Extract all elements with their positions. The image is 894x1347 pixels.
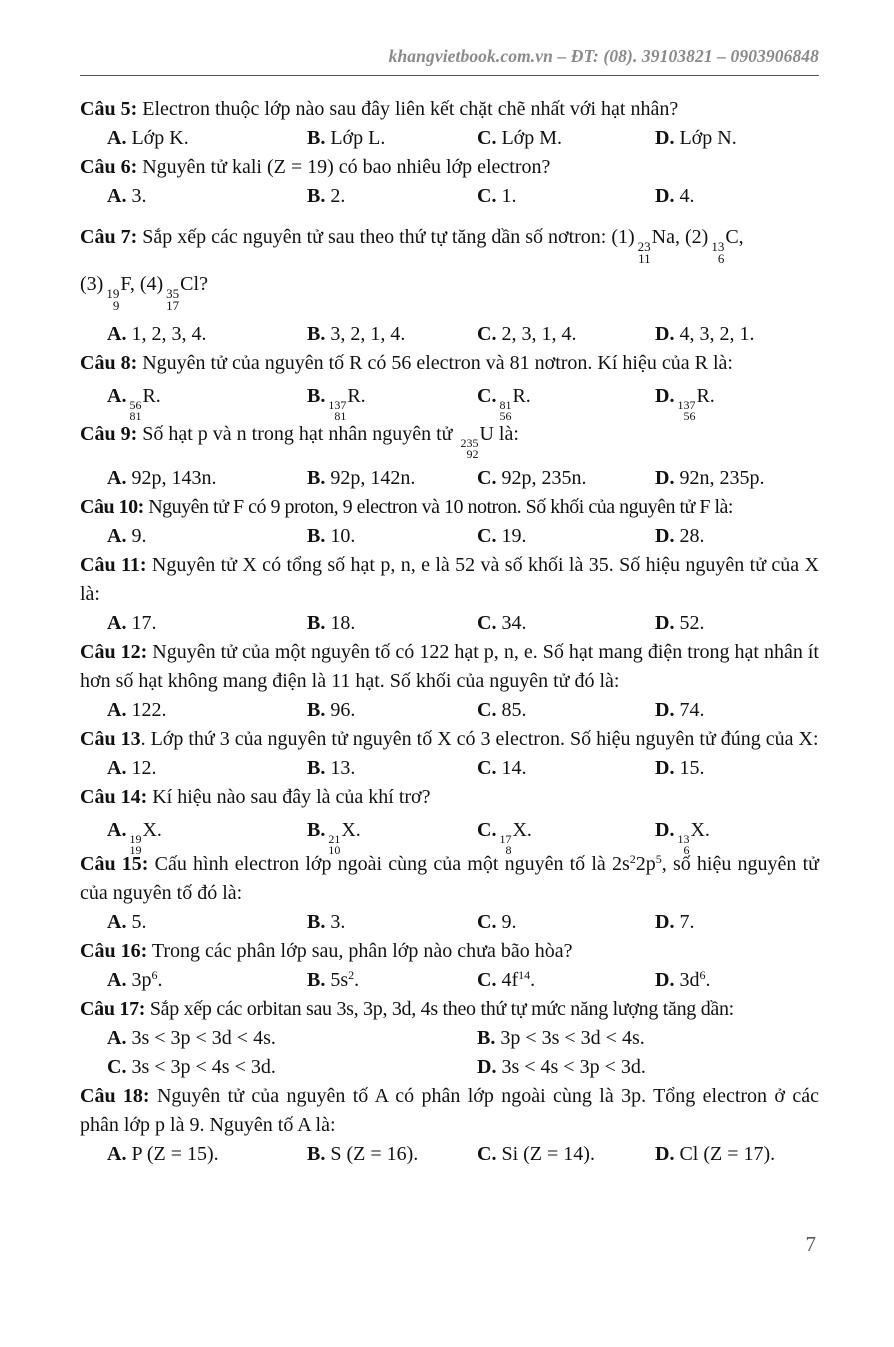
question-label: Câu 14:	[80, 786, 148, 808]
options-18	[80, 1140, 819, 1169]
option-d[interactable]: D. 4, 3, 2, 1.	[655, 323, 755, 345]
option-a[interactable]: A. 19 19 X.	[107, 819, 162, 857]
question-label: Câu 17:	[80, 998, 146, 1020]
options-17-row1	[80, 1024, 819, 1053]
option-a[interactable]: A. 17.	[107, 612, 157, 634]
options-13	[80, 754, 819, 783]
option-a[interactable]: A. 1, 2, 3, 4.	[107, 323, 207, 345]
question-text: Nguyên tử F có 9 proton, 9 electron và 10 notron. Số khối của nguyên tử F là:	[143, 496, 733, 518]
option-c[interactable]: C. 19.	[477, 525, 527, 547]
option-d[interactable]: D. 4.	[655, 185, 695, 207]
option-c[interactable]: C. 3s < 3p < 4s < 3d.	[107, 1056, 276, 1078]
option-c[interactable]: C. Si (Z = 14).	[477, 1143, 595, 1165]
option-b[interactable]: B. 2.	[307, 185, 346, 207]
question-15: Câu 15: Cấu hình electron lớp ngoài cùng của một nguyên tố là $2s^22p^5$, số hiệu nguyên tử của nguyên tố đó là:	[80, 852, 820, 904]
page-number: 7	[805, 1232, 816, 1256]
option-a[interactable]: A. 5.	[107, 911, 147, 933]
option-d[interactable]: D. Cl (Z = 17).	[655, 1143, 776, 1165]
option-b[interactable]: B. 92p, 142n.	[307, 467, 416, 489]
question-text: Nguyên tử kali (Z = 19) có bao nhiêu lớp electron?	[137, 156, 551, 178]
option-b[interactable]: B. S (Z = 16).	[307, 1143, 419, 1165]
option-b[interactable]: B. $5s^2$.	[307, 968, 360, 991]
options-9	[80, 464, 819, 493]
question-6	[80, 153, 819, 182]
header-rule	[80, 75, 819, 76]
question-text: Electron thuộc lớp nào sau đây liên kết chặt chẽ nhất với hạt nhân?	[137, 98, 679, 120]
option-a[interactable]: A. 9.	[107, 525, 147, 547]
option-a[interactable]: A. 3s < 3p < 3d < 4s.	[107, 1027, 276, 1049]
options-17-row2	[80, 1053, 819, 1082]
option-d[interactable]: D. 13 6 X.	[655, 819, 710, 857]
question-label: Câu 9:	[80, 423, 138, 445]
question-label: Câu 8:	[80, 352, 138, 374]
option-d[interactable]: D. 28.	[655, 525, 705, 547]
question-label: Câu 11:	[80, 554, 147, 576]
option-d[interactable]: D. 3s < 4s < 3p < 3d.	[477, 1056, 646, 1078]
option-c[interactable]: C. 34.	[477, 612, 527, 634]
question-label: Câu 5:	[80, 98, 138, 120]
option-c[interactable]: C. 14.	[477, 757, 527, 779]
option-b[interactable]: B. 18.	[307, 612, 356, 634]
question-11	[80, 551, 819, 609]
option-a[interactable]: A. 92p, 143n.	[107, 467, 217, 489]
question-9: Câu 9: Số hạt p và n trong hạt nhân nguyên tử 235 92 U là:	[80, 423, 519, 461]
question-text: Sắp xếp các nguyên tử sau theo thứ tự tăng dần số nơtron: (1)	[137, 226, 635, 248]
question-label: Câu 6:	[80, 156, 138, 178]
question-text: Nguyên tử của một nguyên tố có 122 hạt p, n, e. Số hạt mang điện trong hạt nhân ít hơn số hạt không mang điện là 11 hạt. Số khối của nguyên tử đó là:	[80, 641, 819, 692]
option-d[interactable]: D. 92n, 235p.	[655, 467, 765, 489]
question-text: Nguyên tử của nguyên tố R có 56 electron và 81 nơtron. Kí hiệu của R là:	[137, 352, 733, 374]
option-d[interactable]: D. 52.	[655, 612, 705, 634]
option-b[interactable]: B. 3, 2, 1, 4.	[307, 323, 406, 345]
option-a[interactable]: A. P (Z = 15).	[107, 1143, 219, 1165]
option-c[interactable]: C. 1.	[477, 185, 517, 207]
option-a[interactable]: A. 3.	[107, 185, 147, 207]
option-d[interactable]: D. 74.	[655, 699, 705, 721]
option-b[interactable]: B. 3.	[307, 911, 346, 933]
options-8	[80, 382, 819, 423]
options-11	[80, 609, 819, 638]
question-17	[80, 995, 819, 1024]
question-text: Nguyên tử X có tổng số hạt p, n, e là 52 và số khối là 35. Số hiệu nguyên tử của X là:	[80, 554, 819, 605]
option-b[interactable]: B. 137 81 R.	[307, 385, 366, 423]
options-6	[80, 182, 819, 211]
option-c[interactable]: C. 85.	[477, 699, 527, 721]
option-c[interactable]: C. 92p, 235n.	[477, 467, 587, 489]
question-label: Câu 18:	[80, 1085, 150, 1107]
option-d[interactable]: D. 7.	[655, 911, 695, 933]
question-14	[80, 783, 819, 812]
nuclide-c: 13 6	[711, 239, 725, 266]
question-list	[80, 95, 819, 1169]
option-c[interactable]: C. 81 56 R.	[477, 385, 531, 423]
option-b[interactable]: B. 3p < 3s < 3d < 4s.	[477, 1027, 645, 1049]
question-label: Câu 15:	[80, 853, 149, 875]
option-b[interactable]: B. 96.	[307, 699, 356, 721]
option-b[interactable]: B. Lớp L.	[307, 127, 386, 149]
option-b[interactable]: B. 10.	[307, 525, 356, 547]
question-label: Câu 13	[80, 728, 141, 750]
option-a[interactable]: A. 122.	[107, 699, 167, 721]
option-d[interactable]: D. $3d^6$.	[655, 968, 711, 991]
options-10	[80, 522, 819, 551]
option-c[interactable]: C. 2, 3, 1, 4.	[477, 323, 577, 345]
question-text: . Lớp thứ 3 của nguyên tử nguyên tố X có 3 electron. Số hiệu nguyên tử đúng của X:	[140, 728, 819, 750]
question-5	[80, 95, 819, 124]
nuclide-cl: 35 17	[166, 286, 180, 313]
options-5	[80, 124, 819, 153]
option-b[interactable]: B. 21 10 X.	[307, 819, 361, 857]
question-8	[80, 349, 819, 378]
question-18	[80, 1082, 819, 1140]
option-a[interactable]: A. Lớp K.	[107, 127, 189, 149]
question-12	[80, 638, 819, 696]
option-d[interactable]: D. Lớp N.	[655, 127, 737, 149]
option-d[interactable]: D. 15.	[655, 757, 705, 779]
options-15	[80, 908, 819, 937]
option-c[interactable]: C. 9.	[477, 911, 517, 933]
options-16	[80, 966, 819, 995]
page-header: khangvietbook.com.vn – ĐT: (08). 39103821 – 0903906848	[388, 46, 819, 66]
question-text: Số hạt p và n trong hạt nhân nguyên tử	[137, 423, 453, 445]
question-text: Nguyên tử của nguyên tố A có phân lớp ngoài cùng là 3p. Tổng electron ở các phân lớp p là 9. Nguyên tố A là:	[80, 1085, 819, 1136]
option-d[interactable]: D. 137 56 R.	[655, 385, 715, 423]
option-a[interactable]: A. 56 81 R.	[107, 385, 161, 423]
question-text: Trong các phân lớp sau, phân lớp nào chưa bão hòa?	[147, 940, 573, 962]
question-16	[80, 937, 819, 966]
question-7: Câu 7: Sắp xếp các nguyên tử sau theo thứ tự tăng dần số nơtron: (1) 23 11 Na, (2) 13 6 C, (3) 19 9 F, (4) 35 17 Cl?	[80, 226, 744, 313]
option-a[interactable]: A. $3p^6$.	[107, 968, 163, 991]
option-c[interactable]: C. 17 8 X.	[477, 819, 532, 857]
question-label: Câu 12:	[80, 641, 148, 663]
option-a[interactable]: A. 12.	[107, 757, 157, 779]
options-7	[80, 320, 819, 349]
nuclide-f: 19 9	[106, 286, 120, 313]
option-b[interactable]: B. 13.	[307, 757, 356, 779]
nuclide-na: 23 11	[637, 239, 651, 266]
question-10	[80, 493, 819, 522]
options-12	[80, 696, 819, 725]
question-text: Kí hiệu nào sau đây là của khí trơ?	[147, 786, 431, 808]
question-13	[80, 725, 819, 754]
question-label: Câu 16:	[80, 940, 148, 962]
option-c[interactable]: C. $4f^{14}$.	[477, 968, 536, 991]
question-text: Sắp xếp các orbitan sau 3s, 3p, 3d, 4s theo thứ tự mức năng lượng tăng dần:	[145, 998, 734, 1020]
options-14	[80, 816, 819, 857]
question-label: Câu 10:	[80, 496, 144, 518]
question-label: Câu 7:	[80, 226, 138, 248]
option-c[interactable]: C. Lớp M.	[477, 127, 563, 149]
